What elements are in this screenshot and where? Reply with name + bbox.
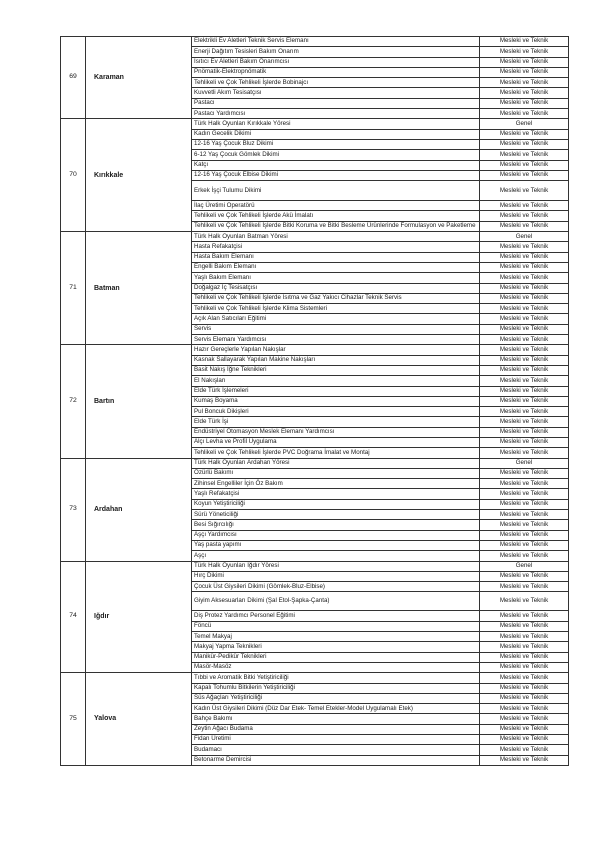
course-type: Mesleki ve Teknik (480, 67, 569, 77)
row-number: 74 (61, 561, 86, 673)
course-type: Mesleki ve Teknik (480, 427, 569, 437)
course-type: Mesleki ve Teknik (480, 386, 569, 396)
course-name: Türk Halk Oyunları Ardahan Yöresi (192, 458, 480, 468)
course-type: Mesleki ve Teknik (480, 211, 569, 221)
course-table-body (61, 37, 569, 766)
course-name: Besi Sığırcılığı (192, 520, 480, 530)
table-row (61, 232, 569, 242)
course-type: Mesleki ve Teknik (480, 673, 569, 683)
course-type: Mesleki ve Teknik (480, 160, 569, 170)
province-name: Yalova (86, 673, 192, 766)
course-type: Mesleki ve Teknik (480, 129, 569, 139)
course-name: Pul Boncuk Dikişleri (192, 407, 480, 417)
course-name: Tehlikeli ve Çok Tehlikeli İşlerde Akü İmalatı (192, 211, 480, 221)
province-name: Iğdır (86, 561, 192, 673)
table-row (61, 37, 569, 47)
course-type: Mesleki ve Teknik (480, 520, 569, 530)
course-name: Engelli Bakım Elemanı (192, 262, 480, 272)
course-table (60, 36, 569, 766)
course-name: Servis Elemanı Yardımcısı (192, 335, 480, 345)
course-type: Genel (480, 458, 569, 468)
course-type: Mesleki ve Teknik (480, 468, 569, 478)
row-number: 69 (61, 37, 86, 119)
course-type: Mesleki ve Teknik (480, 551, 569, 561)
course-type: Mesleki ve Teknik (480, 283, 569, 293)
province-name: Batman (86, 232, 192, 345)
row-number: 72 (61, 345, 86, 458)
course-type: Mesleki ve Teknik (480, 714, 569, 724)
course-type: Mesleki ve Teknik (480, 621, 569, 631)
course-name: Koyun Yetiştiriciliği (192, 499, 480, 509)
course-name: Tehlikeli ve Çok Tehlikeli İşlerde PVC Doğrama İmalat ve Montaj (192, 448, 480, 458)
course-type: Mesleki ve Teknik (480, 652, 569, 662)
course-name: Giyim Aksesuarları Dikimi (Şal Etol-Şapka-Çanta) (192, 592, 480, 611)
course-name: Türk Halk Oyunları Kırıkkale Yöresi (192, 119, 480, 129)
course-type: Mesleki ve Teknik (480, 745, 569, 755)
course-name: Yaşlı Refakatçisi (192, 489, 480, 499)
course-name: Türk Halk Oyunları Iğdır Yöresi (192, 561, 480, 571)
row-number: 70 (61, 119, 86, 232)
course-type: Mesleki ve Teknik (480, 181, 569, 201)
course-type: Mesleki ve Teknik (480, 242, 569, 252)
province-name: Kırıkkale (86, 119, 192, 232)
province-name: Ardahan (86, 458, 192, 561)
course-type: Mesleki ve Teknik (480, 582, 569, 592)
course-type: Mesleki ve Teknik (480, 735, 569, 745)
course-type: Mesleki ve Teknik (480, 78, 569, 88)
course-type: Mesleki ve Teknik (480, 417, 569, 427)
course-type: Mesleki ve Teknik (480, 109, 569, 119)
course-name: Kadın Üst Giysileri Dikimi (Düz Dar Etek- Temel Etekler-Model Uygulamalı Etek) (192, 704, 480, 714)
course-name: Hazır Gereçlerle Yapılan Nakışlar (192, 345, 480, 355)
course-name: Aşçı Yardımcısı (192, 530, 480, 540)
course-type: Genel (480, 119, 569, 129)
course-name: Tıbbi ve Aromatik Bitki Yetiştiriciliği (192, 673, 480, 683)
course-name: Isıtıcı Ev Aletleri Bakım Onarımcısı (192, 57, 480, 67)
course-name: Aşçı (192, 551, 480, 561)
course-name: Tehlikeli ve Çok Tehlikeli İşlerde Isıtma ve Gaz Yakıcı Cihazlar Teknik Servis (192, 293, 480, 303)
course-name: 6-12 Yaş Çocuk Gömlek Dikimi (192, 150, 480, 160)
course-name: Elde Türk İşi (192, 417, 480, 427)
course-name: Açık Alan Satıcıları Eğitimi (192, 314, 480, 324)
course-name: Kuvvetli Akım Tesisatçısı (192, 88, 480, 98)
course-type: Mesleki ve Teknik (480, 365, 569, 375)
course-name: 12-16 Yaş Çocuk Elbise Dikimi (192, 170, 480, 180)
course-name: Türk Halk Oyunları Batman Yöresi (192, 232, 480, 242)
course-type: Mesleki ve Teknik (480, 499, 569, 509)
course-name: Hasta Refakatçisi (192, 242, 480, 252)
course-name: Süs Ağaçları Yetiştiriciliği (192, 693, 480, 703)
course-type: Mesleki ve Teknik (480, 704, 569, 714)
course-type: Mesleki ve Teknik (480, 262, 569, 272)
course-type: Mesleki ve Teknik (480, 88, 569, 98)
course-type: Mesleki ve Teknik (480, 571, 569, 581)
course-type: Mesleki ve Teknik (480, 510, 569, 520)
course-type: Mesleki ve Teknik (480, 611, 569, 621)
course-type: Mesleki ve Teknik (480, 150, 569, 160)
table-row (61, 345, 569, 355)
course-name: Zeytin Ağacı Budama (192, 724, 480, 734)
course-type: Mesleki ve Teknik (480, 345, 569, 355)
course-name: Manikür-Pedikür Teknikleri (192, 652, 480, 662)
course-name: Kasnak Sallayarak Yapılan Makine Nakışları (192, 355, 480, 365)
course-type: Mesleki ve Teknik (480, 221, 569, 231)
course-list-sheet (60, 36, 549, 766)
course-name: Basit Nakış İğne Teknikleri (192, 365, 480, 375)
course-type: Mesleki ve Teknik (480, 448, 569, 458)
course-type: Mesleki ve Teknik (480, 662, 569, 672)
course-name: Yaşlı Bakım Elemanı (192, 273, 480, 283)
course-name: Erkek İşçi Tulumu Dikimi (192, 181, 480, 201)
course-name: El Nakışları (192, 376, 480, 386)
table-row (61, 458, 569, 468)
course-name: Alçı Levha ve Profil Uygulama (192, 437, 480, 447)
course-type: Mesleki ve Teknik (480, 683, 569, 693)
course-name: Hırç Dikimi (192, 571, 480, 581)
course-type: Mesleki ve Teknik (480, 324, 569, 334)
course-type: Mesleki ve Teknik (480, 489, 569, 499)
course-name: 12-16 Yaş Çocuk Bluz Dikimi (192, 139, 480, 149)
province-name: Karaman (86, 37, 192, 119)
course-name: Fidan Üretimi (192, 735, 480, 745)
course-type: Genel (480, 232, 569, 242)
course-type: Mesleki ve Teknik (480, 293, 569, 303)
course-name: Elektrikli Ev Aletleri Teknik Servis Elemanı (192, 37, 480, 47)
course-type: Mesleki ve Teknik (480, 407, 569, 417)
course-name: Zihinsel Engelliler İçin Öz Bakım (192, 479, 480, 489)
course-type: Mesleki ve Teknik (480, 530, 569, 540)
course-type: Mesleki ve Teknik (480, 355, 569, 365)
course-name: Endüstriyel Otomasyon Meslek Elemanı Yardımcısı (192, 427, 480, 437)
course-type: Mesleki ve Teknik (480, 139, 569, 149)
course-name: Pastacı Yardımcısı (192, 109, 480, 119)
course-name: Tehlikeli ve Çok Tehlikeli İşlerde Bitki Koruma ve Bitki Besleme Ürünlerinde Formulasyon ve Paketleme (192, 221, 480, 231)
course-name: Kadın Gecelik Dikimi (192, 129, 480, 139)
course-name: Doğalgaz İç Tesisatçısı (192, 283, 480, 293)
province-name: Bartın (86, 345, 192, 458)
course-name: Pnömatik-Elektropnömatik (192, 67, 480, 77)
course-type: Mesleki ve Teknik (480, 755, 569, 765)
course-name: Elde Türk İşlemeleri (192, 386, 480, 396)
course-name: Yaş pasta yapımı (192, 540, 480, 550)
course-type: Mesleki ve Teknik (480, 47, 569, 57)
course-name: Servis (192, 324, 480, 334)
course-name: Kapalı Tohumlu Bitkilerin Yetiştiriciliği (192, 683, 480, 693)
course-name: Pastacı (192, 98, 480, 108)
course-type: Mesleki ve Teknik (480, 632, 569, 642)
course-type: Mesleki ve Teknik (480, 540, 569, 550)
course-type: Mesleki ve Teknik (480, 437, 569, 447)
course-type: Mesleki ve Teknik (480, 642, 569, 652)
course-type: Mesleki ve Teknik (480, 396, 569, 406)
course-name: Enerji Dağıtım Tesisleri Bakım Onarım (192, 47, 480, 57)
course-name: Masör-Masöz (192, 662, 480, 672)
course-type: Genel (480, 561, 569, 571)
course-type: Mesleki ve Teknik (480, 37, 569, 47)
course-name: Bahçe Bakımı (192, 714, 480, 724)
row-number: 71 (61, 232, 86, 345)
course-type: Mesleki ve Teknik (480, 252, 569, 262)
course-name: Katçı (192, 160, 480, 170)
course-type: Mesleki ve Teknik (480, 201, 569, 211)
course-name: Diş Protez Yardımcı Personel Eğitimi (192, 611, 480, 621)
table-row (61, 673, 569, 683)
course-type: Mesleki ve Teknik (480, 57, 569, 67)
course-name: Makyaj Yapma Teknikleri (192, 642, 480, 652)
course-name: Çocuk Üst Giysileri Dikimi (Gömlek-Bluz-Elbise) (192, 582, 480, 592)
table-row (61, 561, 569, 571)
course-type: Mesleki ve Teknik (480, 376, 569, 386)
course-type: Mesleki ve Teknik (480, 693, 569, 703)
course-name: Budamacı (192, 745, 480, 755)
course-type: Mesleki ve Teknik (480, 314, 569, 324)
course-name: Özürlü Bakımı (192, 468, 480, 478)
course-name: Kumaş Boyama (192, 396, 480, 406)
course-name: Temel Makyaj (192, 632, 480, 642)
row-number: 73 (61, 458, 86, 561)
course-type: Mesleki ve Teknik (480, 304, 569, 314)
course-name: İlaç Üretimi Operatörü (192, 201, 480, 211)
course-type: Mesleki ve Teknik (480, 98, 569, 108)
course-type: Mesleki ve Teknik (480, 273, 569, 283)
course-name: Hasta Bakım Elemanı (192, 252, 480, 262)
course-name: Föncü (192, 621, 480, 631)
course-name: Tehlikeli ve Çok Tehlikeli İşlerde Klima Sistemleri (192, 304, 480, 314)
table-row (61, 119, 569, 129)
row-number: 75 (61, 673, 86, 766)
course-type: Mesleki ve Teknik (480, 724, 569, 734)
course-type: Mesleki ve Teknik (480, 335, 569, 345)
course-name: Betonarme Demircisi (192, 755, 480, 765)
course-type: Mesleki ve Teknik (480, 479, 569, 489)
course-name: Sürü Yöneticiliği (192, 510, 480, 520)
course-type: Mesleki ve Teknik (480, 592, 569, 611)
course-type: Mesleki ve Teknik (480, 170, 569, 180)
course-name: Tehlikeli ve Çok Tehlikeli İşlerde Bobinajcı (192, 78, 480, 88)
